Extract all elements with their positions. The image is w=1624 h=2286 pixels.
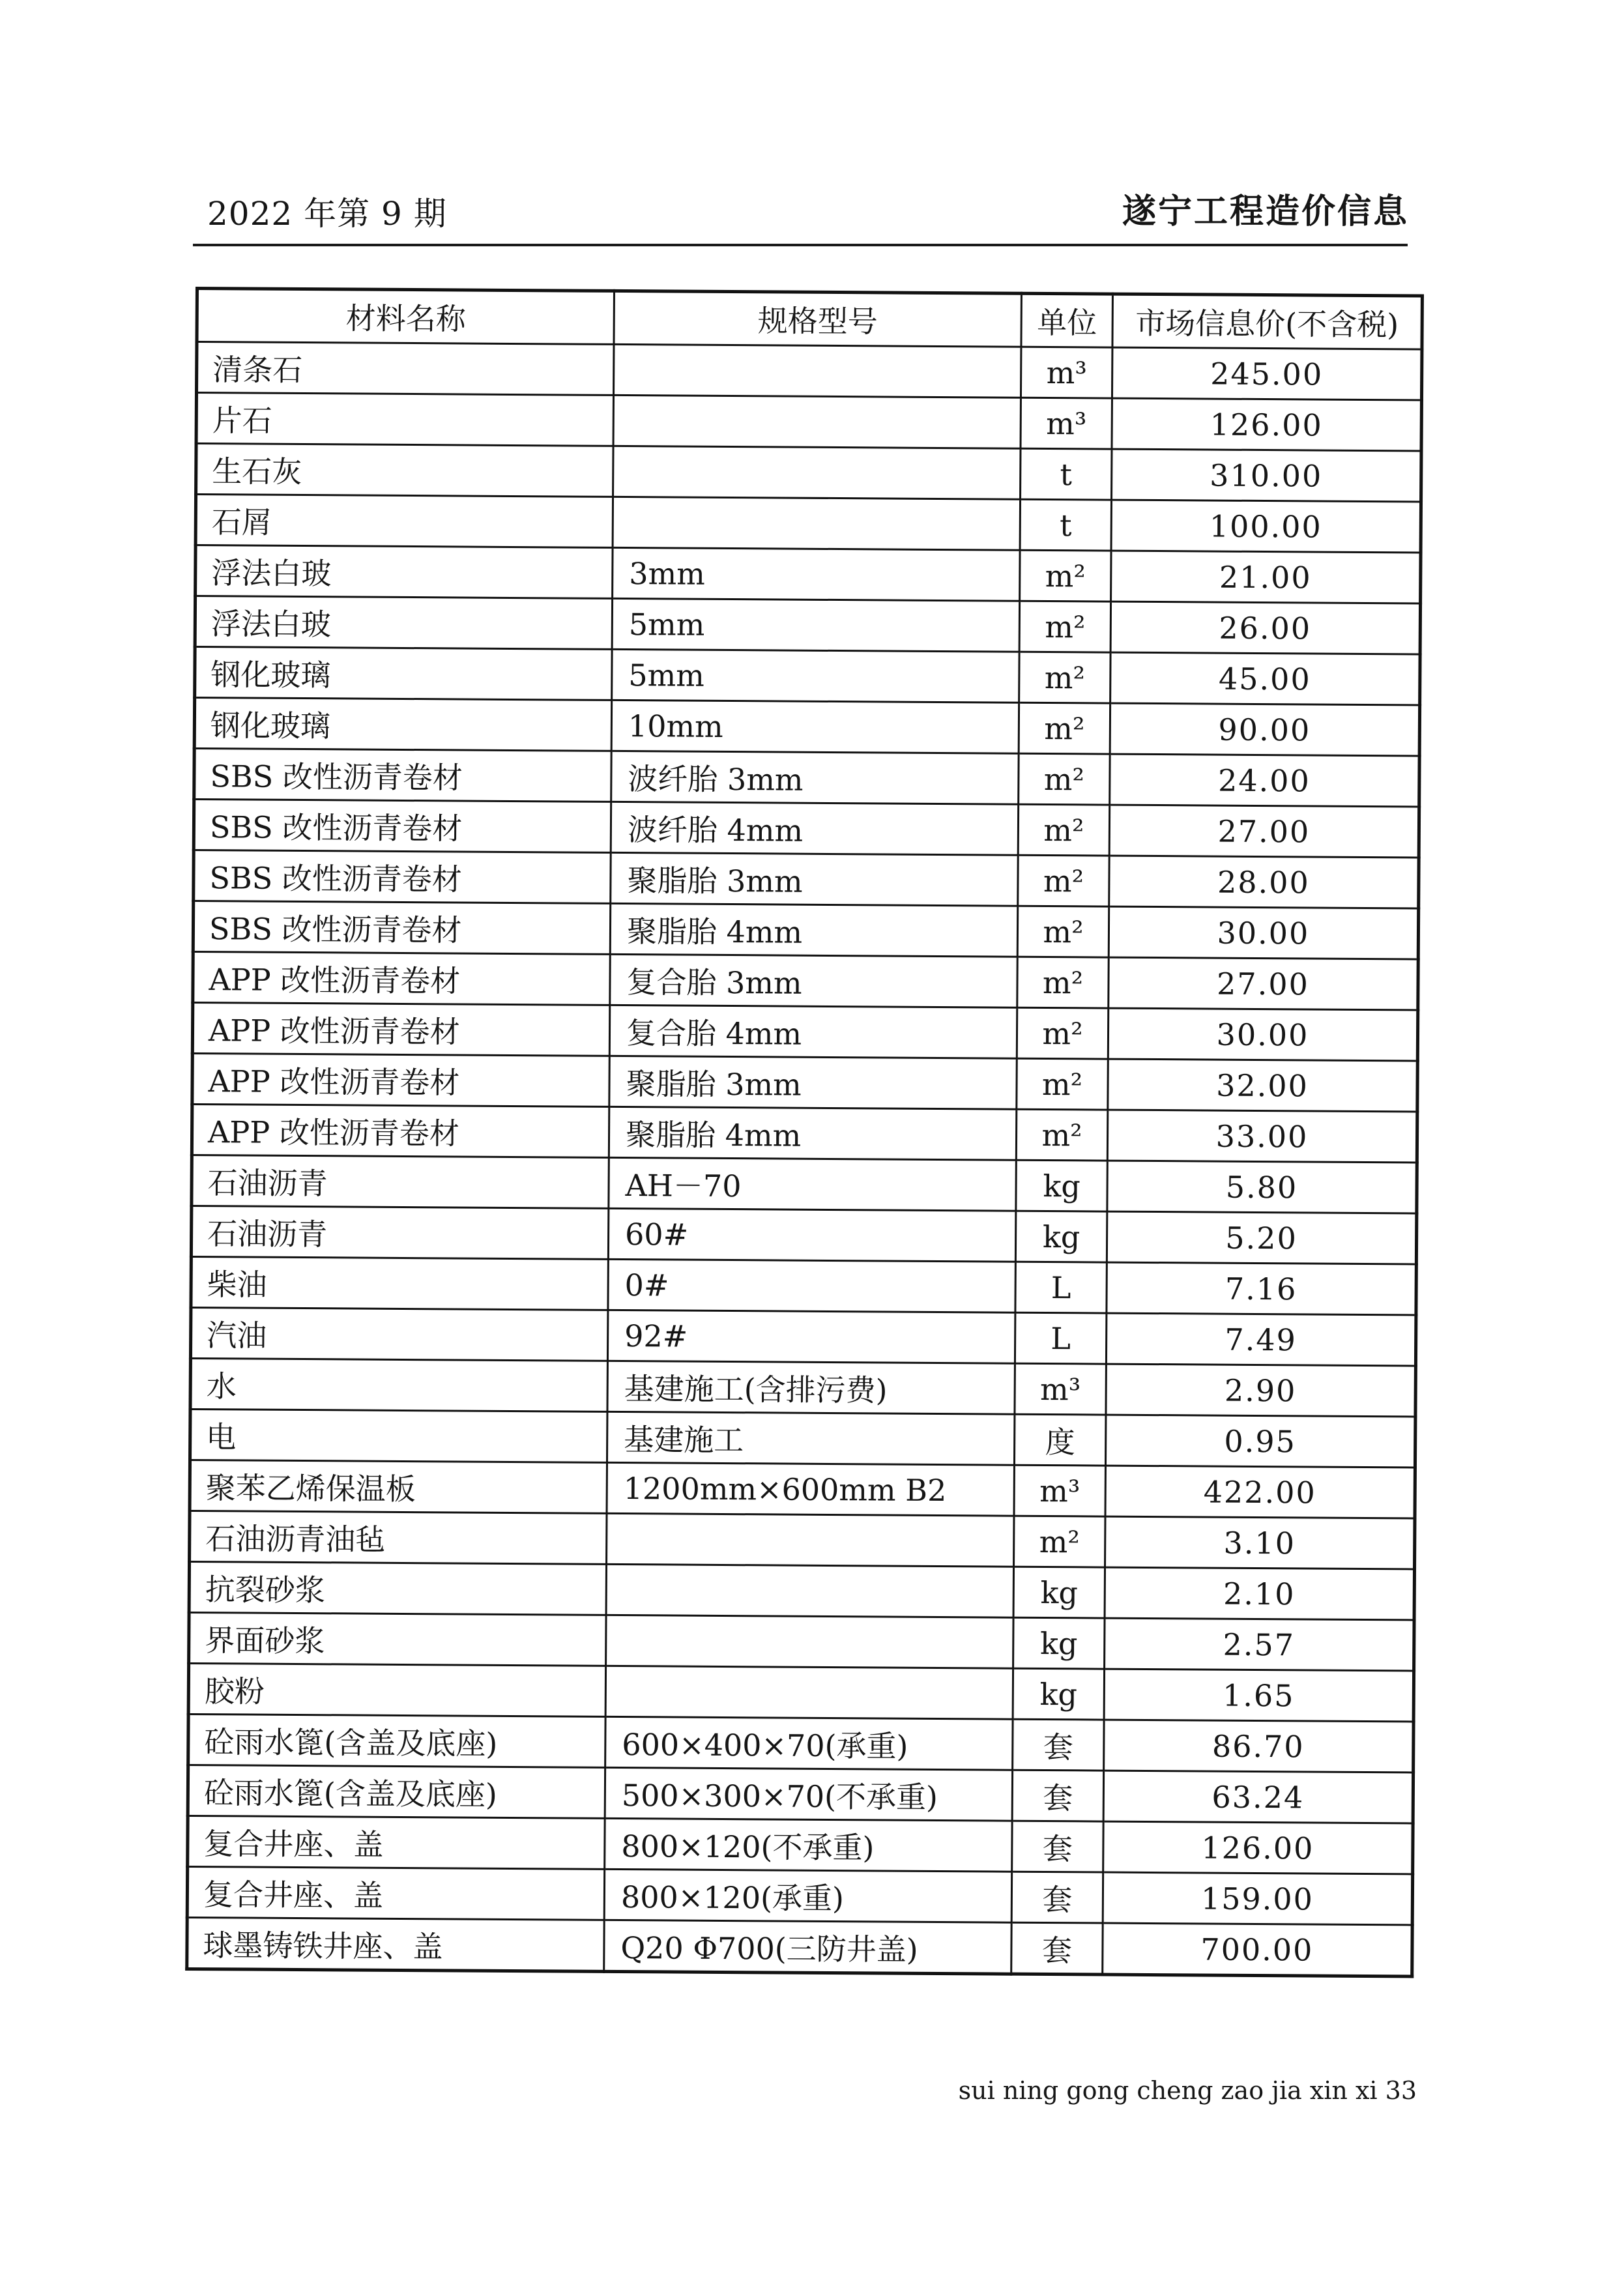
material-name-cell: 砼雨水篦(含盖及底座) (188, 1714, 605, 1767)
table-row (194, 850, 1419, 908)
price-cell: 2.57 (1105, 1618, 1414, 1671)
unit-cell: L (1015, 1312, 1106, 1364)
unit-cell: 套 (1011, 1922, 1103, 1975)
price-cell: 700.00 (1103, 1923, 1412, 1976)
price-cell: 7.16 (1107, 1262, 1416, 1315)
specification-cell: 600×400×70(承重) (605, 1716, 1013, 1770)
unit-cell: 套 (1012, 1770, 1103, 1821)
material-name-cell: 复合井座、盖 (187, 1866, 604, 1920)
table-header-row (197, 289, 1422, 349)
price-cell: 90.00 (1110, 703, 1419, 756)
price-cell: 30.00 (1109, 906, 1418, 959)
publication-title: 遂宁工程造价信息 (1122, 192, 1409, 231)
table-row (188, 1663, 1414, 1721)
material-name-cell: 石油沥青 (192, 1155, 609, 1208)
material-name-cell: 砼雨水篦(含盖及底座) (188, 1765, 605, 1818)
material-name-cell: 浮法白玻 (196, 545, 613, 599)
price-cell: 310.00 (1112, 449, 1421, 502)
unit-cell: 度 (1014, 1414, 1105, 1466)
price-cell: 5.80 (1107, 1161, 1417, 1213)
material-name-cell: 钢化玻璃 (194, 698, 611, 751)
table-row (196, 495, 1421, 553)
specification-cell: 聚脂胎 3mm (611, 852, 1018, 906)
price-cell: 32.00 (1108, 1059, 1417, 1112)
specification-cell (613, 497, 1020, 550)
specification-cell (613, 446, 1021, 499)
material-name-cell: SBS 改性沥青卷材 (194, 800, 611, 853)
material-name-cell: 钢化玻璃 (195, 647, 612, 701)
price-cell: 245.00 (1112, 347, 1421, 400)
specification-cell: 聚脂胎 4mm (609, 1107, 1016, 1160)
price-cell: 63.24 (1103, 1771, 1413, 1823)
unit-cell: kg (1015, 1211, 1107, 1262)
unit-cell: 套 (1012, 1821, 1103, 1872)
material-name-cell: SBS 改性沥青卷材 (194, 749, 611, 802)
table-row (189, 1561, 1414, 1619)
table-row (195, 647, 1420, 705)
unit-cell: 套 (1011, 1872, 1103, 1923)
specification-cell (607, 1513, 1014, 1567)
specification-cell: 92# (607, 1310, 1015, 1363)
unit-cell: m² (1019, 652, 1110, 703)
material-name-cell: 界面砂浆 (189, 1612, 606, 1666)
table-row (196, 444, 1421, 502)
table-body (187, 342, 1422, 1976)
unit-cell: m³ (1015, 1363, 1106, 1415)
unit-cell: m² (1020, 550, 1111, 601)
table-row (189, 1612, 1414, 1670)
unit-cell: m² (1017, 906, 1109, 957)
specification-cell: 聚脂胎 3mm (609, 1056, 1017, 1109)
table-row (187, 1866, 1412, 1924)
price-cell: 86.70 (1104, 1720, 1414, 1772)
column-header-market-price: 市场信息价(不含税) (1112, 294, 1422, 349)
material-name-cell: APP 改性沥青卷材 (192, 1053, 609, 1107)
unit-cell: m² (1019, 702, 1110, 754)
unit-cell: m² (1014, 1516, 1105, 1567)
specification-cell: 复合胎 4mm (609, 1005, 1017, 1058)
unit-cell: L (1015, 1262, 1107, 1313)
specification-cell: 60# (608, 1208, 1015, 1262)
table-row (187, 1917, 1412, 1976)
price-cell: 45.00 (1110, 652, 1420, 705)
table-row (195, 596, 1420, 654)
material-name-cell: 石油沥青 (191, 1206, 608, 1259)
unit-cell: kg (1013, 1668, 1104, 1720)
unit-cell: m³ (1021, 347, 1112, 398)
specification-cell: 10mm (611, 700, 1019, 753)
material-name-cell: 生石灰 (196, 444, 613, 497)
price-cell: 27.00 (1109, 805, 1419, 858)
price-cell: 126.00 (1112, 398, 1421, 451)
material-name-cell: 清条石 (197, 342, 614, 396)
unit-cell: t (1020, 499, 1111, 551)
price-cell: 2.90 (1106, 1364, 1415, 1417)
unit-cell: kg (1016, 1160, 1107, 1211)
specification-cell: 波纤胎 4mm (611, 802, 1018, 855)
table-row (192, 1002, 1417, 1060)
unit-cell: m² (1018, 804, 1109, 856)
specification-cell: 聚脂胎 4mm (610, 903, 1017, 957)
price-cell: 3.10 (1105, 1516, 1415, 1569)
table-row (188, 1765, 1413, 1823)
price-cell: 21.00 (1111, 551, 1421, 603)
material-name-cell: 抗裂砂浆 (189, 1561, 606, 1615)
price-cell: 26.00 (1110, 601, 1420, 654)
table-row (194, 800, 1419, 858)
column-header-material-name: 材料名称 (197, 289, 614, 345)
table-row (190, 1307, 1415, 1365)
price-cell: 7.49 (1106, 1313, 1415, 1366)
specification-cell: AH－70 (609, 1157, 1016, 1211)
price-cell: 2.10 (1105, 1567, 1414, 1620)
table-row (190, 1358, 1415, 1416)
table-row (193, 901, 1418, 959)
unit-cell: m² (1019, 601, 1110, 652)
price-cell: 1.65 (1104, 1669, 1414, 1722)
material-name-cell: 聚苯乙烯保温板 (190, 1460, 607, 1513)
material-name-cell: APP 改性沥青卷材 (192, 1104, 609, 1157)
material-name-cell: 球墨铸铁井座、盖 (187, 1917, 604, 1971)
price-cell: 159.00 (1103, 1872, 1412, 1925)
material-price-table (185, 287, 1424, 1978)
price-cell: 100.00 (1111, 500, 1421, 553)
material-name-cell: 柴油 (191, 1256, 608, 1310)
specification-cell: 5mm (612, 598, 1019, 652)
specification-cell: 波纤胎 3mm (611, 751, 1019, 804)
unit-cell: m³ (1021, 398, 1112, 449)
table-row (188, 1816, 1413, 1874)
price-cell: 0.95 (1105, 1415, 1415, 1468)
table-row (192, 1155, 1417, 1213)
specification-cell (613, 344, 1021, 398)
unit-cell: kg (1013, 1567, 1105, 1618)
table-row (188, 1714, 1414, 1772)
price-cell: 30.00 (1108, 1008, 1417, 1061)
unit-cell: m² (1019, 753, 1110, 805)
table-row (194, 698, 1419, 756)
specification-cell: 800×120(不承重) (605, 1818, 1012, 1872)
specification-cell: 0# (608, 1259, 1015, 1312)
unit-cell: t (1021, 448, 1112, 500)
material-name-cell: SBS 改性沥青卷材 (194, 850, 611, 903)
unit-cell: 套 (1013, 1719, 1104, 1771)
material-name-cell: 水 (190, 1358, 607, 1411)
specification-cell: 基建施工 (607, 1411, 1014, 1465)
table-row (194, 749, 1419, 807)
table-row (191, 1206, 1416, 1264)
table-row (193, 951, 1418, 1009)
table-row (192, 1104, 1417, 1162)
specification-cell: 3mm (613, 547, 1020, 601)
material-name-cell: 电 (190, 1409, 607, 1462)
specification-cell: 复合胎 3mm (610, 954, 1017, 1007)
material-name-cell: APP 改性沥青卷材 (193, 951, 610, 1005)
column-header-specification: 规格型号 (614, 291, 1021, 347)
column-header-unit: 单位 (1021, 293, 1112, 347)
material-name-cell: APP 改性沥青卷材 (192, 1002, 609, 1056)
material-name-cell: 片石 (196, 393, 613, 446)
unit-cell: m² (1017, 1007, 1108, 1059)
header-divider (193, 244, 1408, 246)
price-cell: 5.20 (1107, 1211, 1416, 1264)
specification-cell: 800×120(承重) (604, 1869, 1011, 1922)
price-cell: 27.00 (1109, 957, 1418, 1010)
table-row (196, 393, 1421, 451)
table-row (190, 1460, 1415, 1518)
table-row (190, 1511, 1415, 1569)
material-name-cell: 复合井座、盖 (188, 1816, 605, 1869)
material-name-cell: 石屑 (196, 495, 613, 548)
table-row (191, 1256, 1416, 1314)
price-cell: 28.00 (1109, 856, 1419, 908)
specification-cell (606, 1615, 1013, 1668)
price-cell: 126.00 (1103, 1821, 1413, 1874)
specification-cell: Q20 Φ700(三防井盖) (604, 1920, 1011, 1974)
table-row (196, 545, 1421, 603)
specification-cell: 500×300×70(不承重) (605, 1767, 1012, 1821)
material-name-cell: 胶粉 (188, 1663, 605, 1716)
unit-cell: m² (1016, 1109, 1107, 1161)
price-cell: 24.00 (1110, 754, 1419, 807)
price-cell: 33.00 (1107, 1110, 1417, 1163)
issue-label: 2022 年第 9 期 (207, 195, 447, 233)
table-row (192, 1053, 1417, 1111)
unit-cell: m² (1017, 1058, 1108, 1110)
specification-cell: 1200mm×600mm B2 (607, 1462, 1014, 1516)
material-name-cell: 石油沥青油毡 (190, 1511, 607, 1564)
price-cell: 422.00 (1105, 1466, 1415, 1518)
specification-cell (606, 1564, 1013, 1617)
specification-cell: 基建施工(含排污费) (607, 1361, 1015, 1414)
specification-cell (613, 395, 1021, 448)
unit-cell: kg (1013, 1617, 1105, 1669)
material-name-cell: SBS 改性沥青卷材 (193, 901, 610, 954)
unit-cell: m² (1018, 855, 1109, 906)
page-footer: sui ning gong cheng zao jia xin xi 33 (958, 2076, 1417, 2105)
material-name-cell: 浮法白玻 (195, 596, 612, 650)
table-row (197, 342, 1422, 400)
material-name-cell: 汽油 (190, 1307, 607, 1361)
unit-cell: m³ (1014, 1465, 1105, 1516)
unit-cell: m² (1017, 957, 1109, 1008)
specification-cell: 5mm (612, 649, 1019, 702)
specification-cell (605, 1666, 1013, 1719)
table-row (190, 1409, 1415, 1467)
